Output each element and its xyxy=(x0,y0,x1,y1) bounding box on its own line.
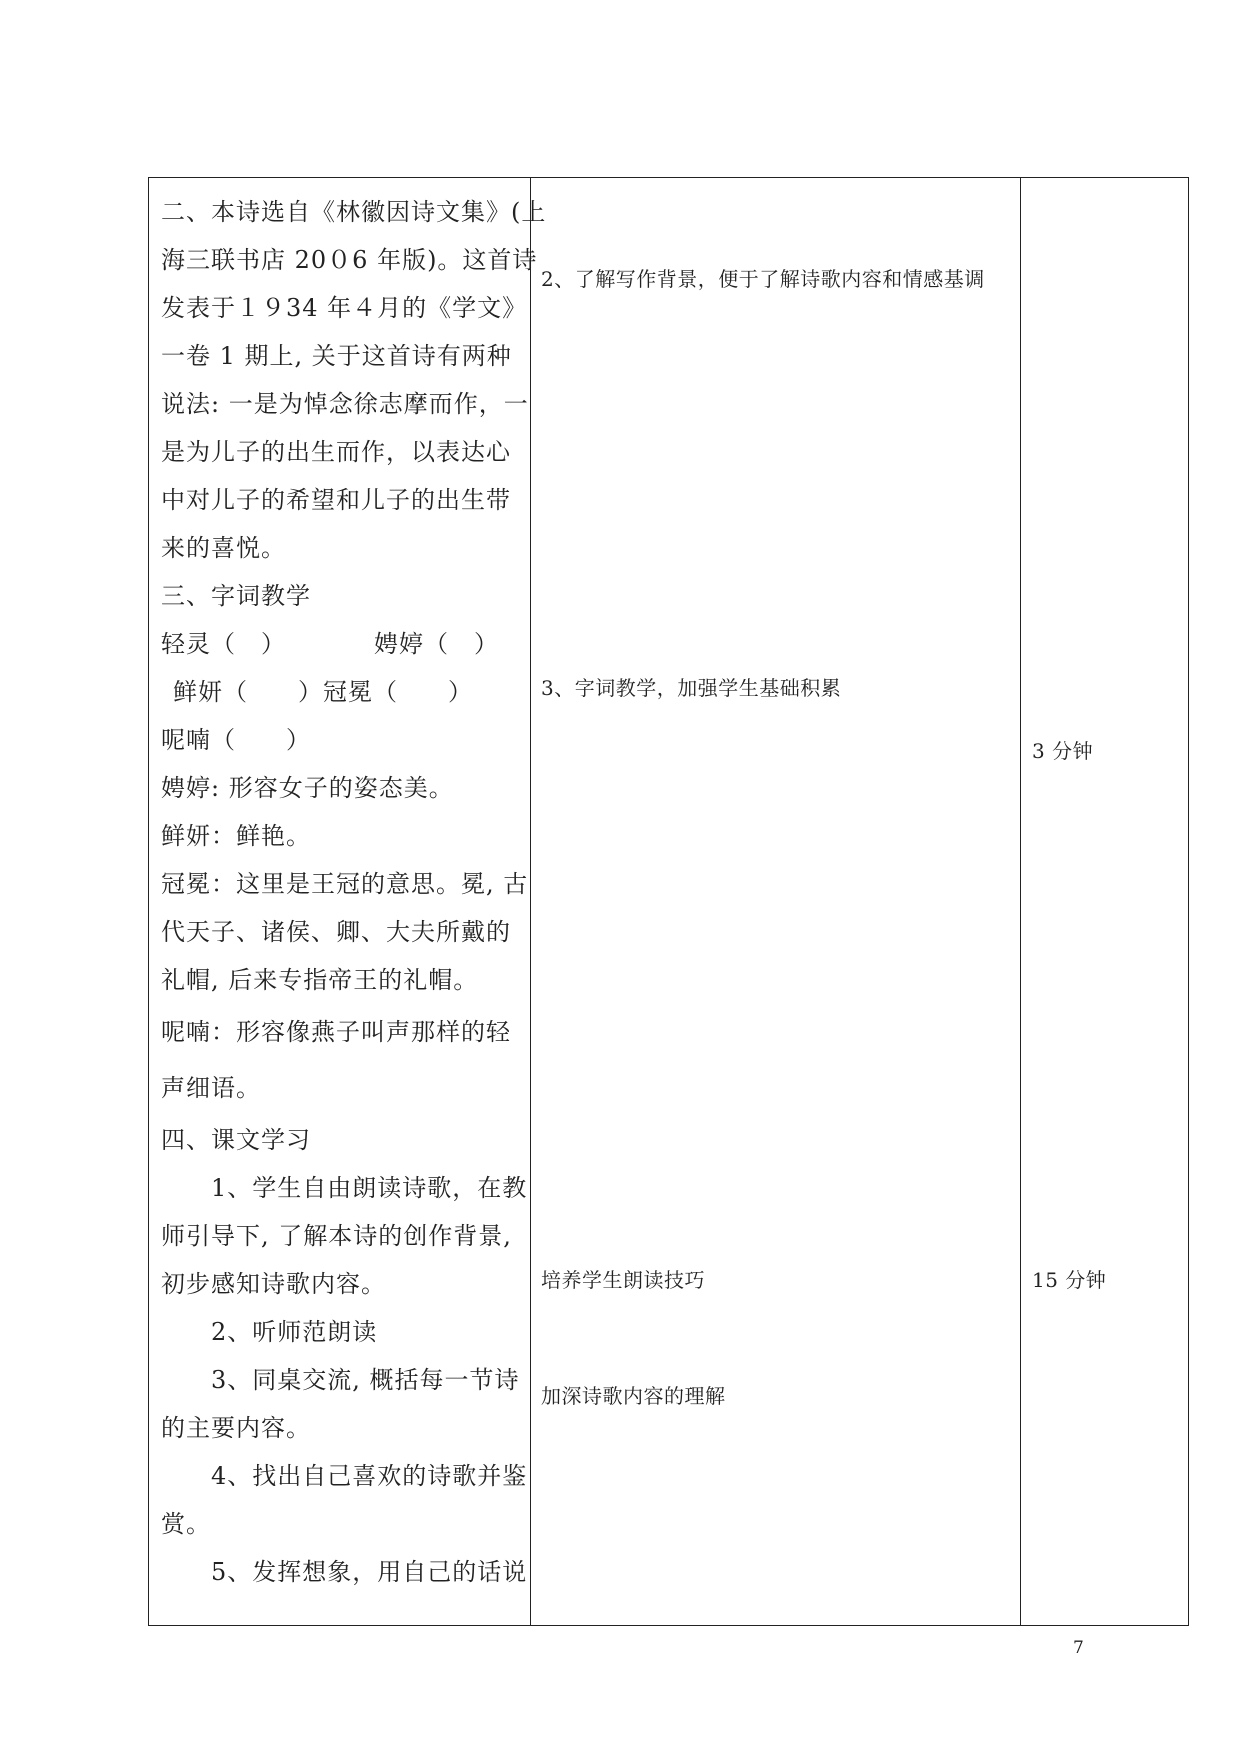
content-line: 3、同桌交流, 概括每一节诗 xyxy=(211,1366,520,1394)
design-intent-note: 培养学生朗读技巧 xyxy=(541,1268,705,1292)
content-line: 鲜妍（ ）冠冕（ ） xyxy=(173,678,473,706)
content-line: 4、找出自己喜欢的诗歌并鉴 xyxy=(211,1462,528,1490)
content-line: 二、本诗选自《林徽因诗文集》(上 xyxy=(161,198,547,226)
section-heading: 三、字词教学 xyxy=(161,582,311,610)
time-allocation: 15 分钟 xyxy=(1032,1268,1107,1292)
content-line: 呢喃（ ） xyxy=(161,726,311,754)
design-intent-note: 2、了解写作背景，便于了解诗歌内容和情感基调 xyxy=(541,267,985,291)
content-line: 是为儿子的出生而作，以表达心 xyxy=(161,438,511,466)
content-line: 2、听师范朗读 xyxy=(211,1318,378,1346)
content-line: 声细语。 xyxy=(161,1074,261,1102)
content-line: 赏。 xyxy=(161,1510,211,1538)
lesson-plan-table xyxy=(148,177,1189,1626)
column-divider xyxy=(530,178,531,1625)
design-intent-note: 加深诗歌内容的理解 xyxy=(541,1384,726,1408)
time-allocation: 3 分钟 xyxy=(1032,739,1094,763)
teaching-content-column xyxy=(161,188,547,1596)
content-line: 发表于１９34 年４月的《学文》 xyxy=(161,294,528,322)
content-line: 一卷 1 期上, 关于这首诗有两种 xyxy=(161,342,512,370)
content-line: 轻灵（ ） 娉婷（ ） xyxy=(161,630,499,658)
column-divider xyxy=(1020,178,1021,1625)
content-line: 5、发挥想象，用自己的话说 xyxy=(211,1558,528,1586)
content-line: 的主要内容。 xyxy=(161,1414,311,1442)
content-line: 呢喃：形容像燕子叫声那样的轻 xyxy=(161,1018,511,1046)
content-line: 冠冕：这里是王冠的意思。冕, 古 xyxy=(161,870,529,898)
content-line: 娉婷: 形容女子的姿态美。 xyxy=(161,774,454,802)
content-line: 说法: 一是为悼念徐志摩而作，一 xyxy=(161,390,529,418)
content-line: 初步感知诗歌内容。 xyxy=(161,1270,386,1298)
section-heading: 四、课文学习 xyxy=(161,1126,311,1154)
content-line: 鲜妍：鲜艳。 xyxy=(161,822,311,850)
content-line: 礼帽, 后来专指帝王的礼帽。 xyxy=(161,966,479,994)
content-line: 1、学生自由朗读诗歌，在教 xyxy=(211,1174,528,1202)
content-line: 中对儿子的希望和儿子的出生带 xyxy=(161,486,511,514)
page-number: 7 xyxy=(1073,1638,1084,1658)
content-line: 师引导下, 了解本诗的创作背景, xyxy=(161,1222,512,1250)
design-intent-note: 3、字词教学，加强学生基础积累 xyxy=(541,676,842,700)
content-line: 代天子、诸侯、卿、大夫所戴的 xyxy=(161,918,511,946)
content-line: 来的喜悦。 xyxy=(161,534,286,562)
content-line: 海三联书店 20０6 年版)。这首诗 xyxy=(161,246,538,274)
